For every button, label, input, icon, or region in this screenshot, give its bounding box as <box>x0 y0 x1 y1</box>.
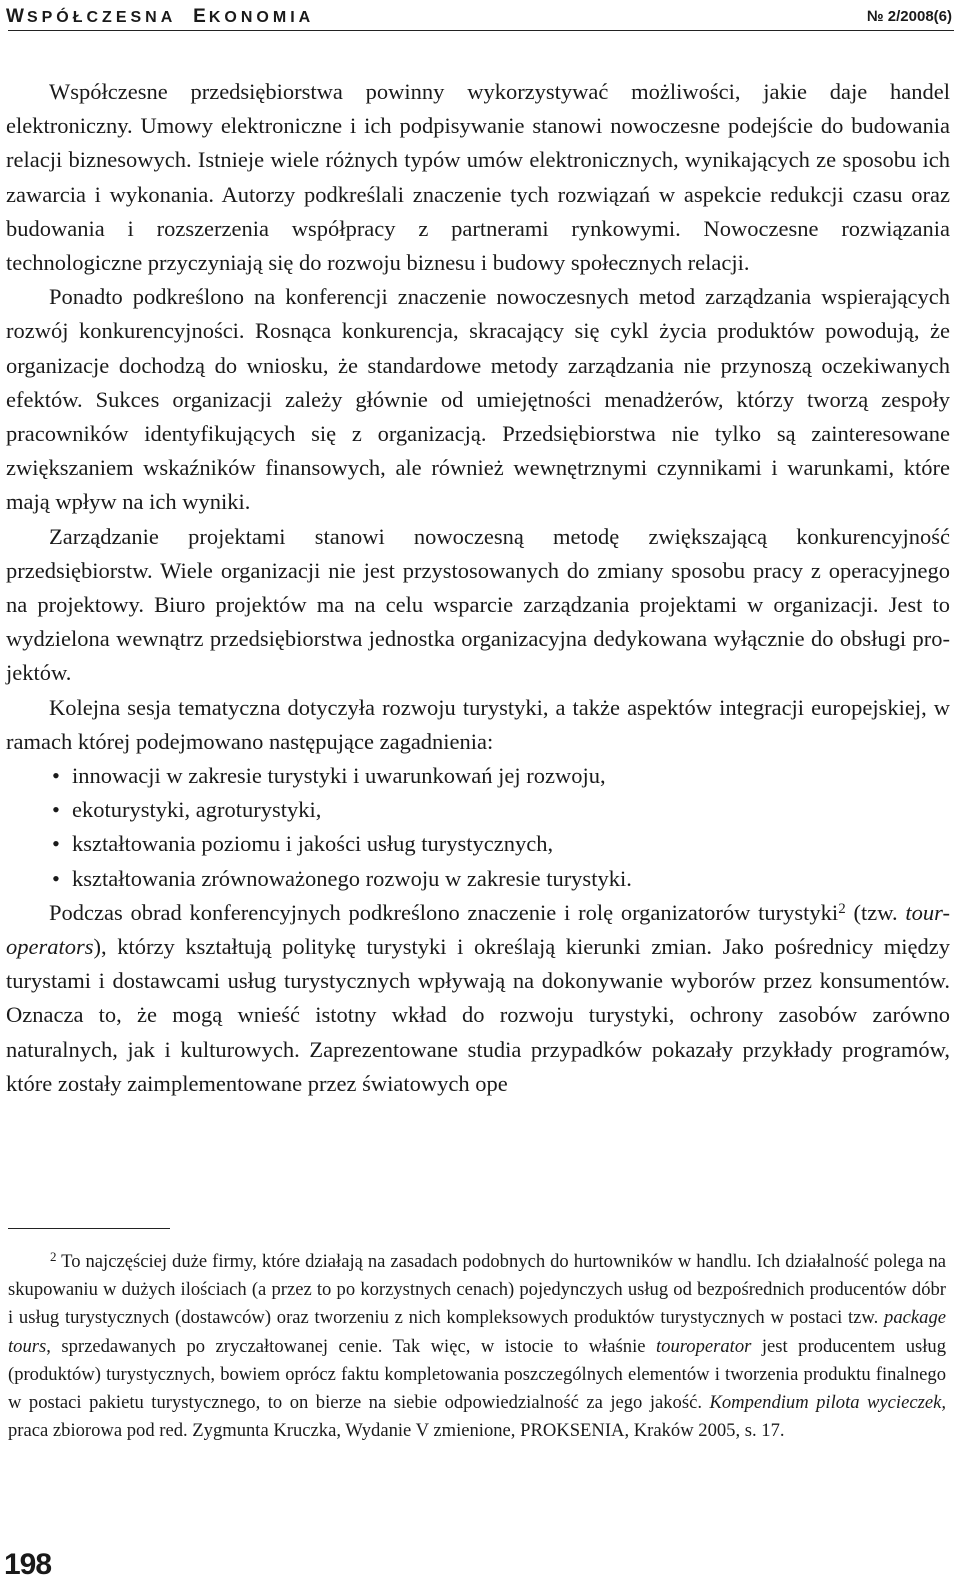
text-run: Podczas obrad konferencyjnych podkreślono znaczenie i rolę organizatorów turystyki <box>49 899 839 925</box>
article-body <box>6 75 950 1101</box>
paragraph-tour-operators <box>6 896 950 1101</box>
paragraph-tourism-intro: Kolejna sesja tematyczna dotyczyła rozwoju turystyki, a także aspektów integracji europejskiej, w ramach której podejmowano następujące zagadnienia: <box>6 694 950 754</box>
text-run: praca zbiorowa pod red. Zygmunta Kruczka, Wydanie V zmienione, PROKSENIA, Kraków 2005, s. 17. <box>8 1420 785 1442</box>
text-run: To najczęściej duże firmy, które działają na zasadach podobnych do hurtowników w handlu. Ich działalność polega na skupowaniu w dużych ilościach (a przez to po korzystnych cenach) pojedynczych usług od bezpośrednich producentów dóbr i usług turystycznych (dostawców) oraz tworzeniu z nich kompleksowych produktów turystycznych w postaci tzw. <box>8 1251 946 1329</box>
paragraph-projects: Zarządzanie projektami stanowi nowoczesną metodę zwiększającą konkurencyjność przedsiębiorstw. Wiele organizacji nie jest przystosowanych do zmiany sposobu pracy z operacyjnego na projektowy. Biuro projektów ma na celu wsparcie zarządzania projektami w organizacji. Jest to wydzielona wewnątrz przedsiębiorstwa jednostka organizacyjna dedykowana wyłącznie do obsługi projektów. <box>6 523 950 686</box>
footnote-separator <box>8 1228 170 1229</box>
footnote-text <box>8 1248 946 1445</box>
header-rule <box>8 30 954 31</box>
journal-title-initial-1: W <box>6 6 27 27</box>
list-item: • innowacji w zakresie turystyki i uwarunkowań jej rozwoju, <box>6 759 950 793</box>
paragraph-ecommerce: Współczesne przedsiębiorstwa powinny wykorzystywać możliwości, jakie daje handel elektroniczny. Umowy elektroniczne i ich podpisywanie stanowi nowoczesne podejście do budowania relacji biznesowych. Istnieje wiele różnych typów umów elektronicznych, wynikających ze sposobu ich zawarcia i wykonania. Autorzy podkreślali znaczenie tych rozwiązań w aspekcie redukcji czasu oraz budowania i rozszerzenia współpracy z partnerami rynkowymi. Nowoczesne rozwiązania technologiczne przyczyniają się do rozwoju biznesu i budowy społecznych relacji. <box>6 79 950 276</box>
text-run: ), którzy kształtują politykę turystyki i określają kierunki zmian. Jako pośrednicy między turystami i dostawcami usług turystycznych wpływają na dokonywanie wyborów przez konsumentów. Oznacza to, że mogą wnieść istotny wkład do rozwoju turystyki, ochrony zasobów zarówno naturalnych, jak i kulturowych. Zaprezentowane studia przypadków pokazały przykłady programów, które zostały zaimplementowane przez światowych ope <box>6 934 950 1096</box>
text-run: (tzw. <box>845 899 906 925</box>
italic-term: touroperator <box>656 1335 752 1357</box>
topic-list <box>6 759 950 896</box>
list-item: • ekoturystyki, agroturystyki, <box>6 793 950 827</box>
paragraph-management: Ponadto podkreślono na konferencji znaczenie nowoczesnych metod zarządzania wspierających rozwój konkurencyjności. Rosnąca konkurencja, skracający się cykl życia produktów powodują, że organizacje dochodzą do wniosku, że standardowe metody zarządzania nie przynoszą oczekiwanych efektów. Sukces organizacji zależy głównie od umiejętności menadżerów, którzy tworzą zespoły pracowników identyfikujących się z organizacją. Przedsiębiorstwa nie tylko są zainteresowane zwiększaniem wskaźników finansowych, ale również wewnętrznymi czynnikami i warunkami, które mają wpływ na ich wyniki. <box>6 284 950 515</box>
footnote <box>8 1248 946 1445</box>
page-number: 198 <box>4 1548 52 1581</box>
list-item: • kształtowania zrównoważonego rozwoju w zakresie turystyki. <box>6 862 950 896</box>
italic-citation: Kompendium pilota wycieczek, <box>709 1392 946 1414</box>
journal-title-word-2: KONOMIA <box>208 9 315 26</box>
journal-title <box>6 6 314 28</box>
text-run: , sprzedawanych po zryczałtowanej cenie. Tak więc, w istocie to właśnie <box>46 1335 656 1357</box>
footnote-reference[interactable]: 2 <box>838 900 846 917</box>
italic-term: tour-operators <box>6 899 950 960</box>
italic-term: package tours <box>8 1307 946 1357</box>
list-item: • kształtowania poziomu i jakości usług turystycznych, <box>6 827 950 861</box>
running-header <box>6 4 958 26</box>
journal-title-initial-2: E <box>193 6 209 27</box>
journal-title-word-1: SPÓŁCZESNA <box>26 9 177 26</box>
text-run: jest producentem usług (produktów) turystycznych, bowiem oprócz faktu kompletowania poszczególnych elementów i tworzenia produktu finalnego w postaci pakietu turystycznego, to on bierze na siebie odpowiedzialność za jego jakość. <box>8 1335 947 1414</box>
footnote-number: 2 <box>50 1249 57 1264</box>
issue-number: № 2/2008(6) <box>866 8 952 25</box>
